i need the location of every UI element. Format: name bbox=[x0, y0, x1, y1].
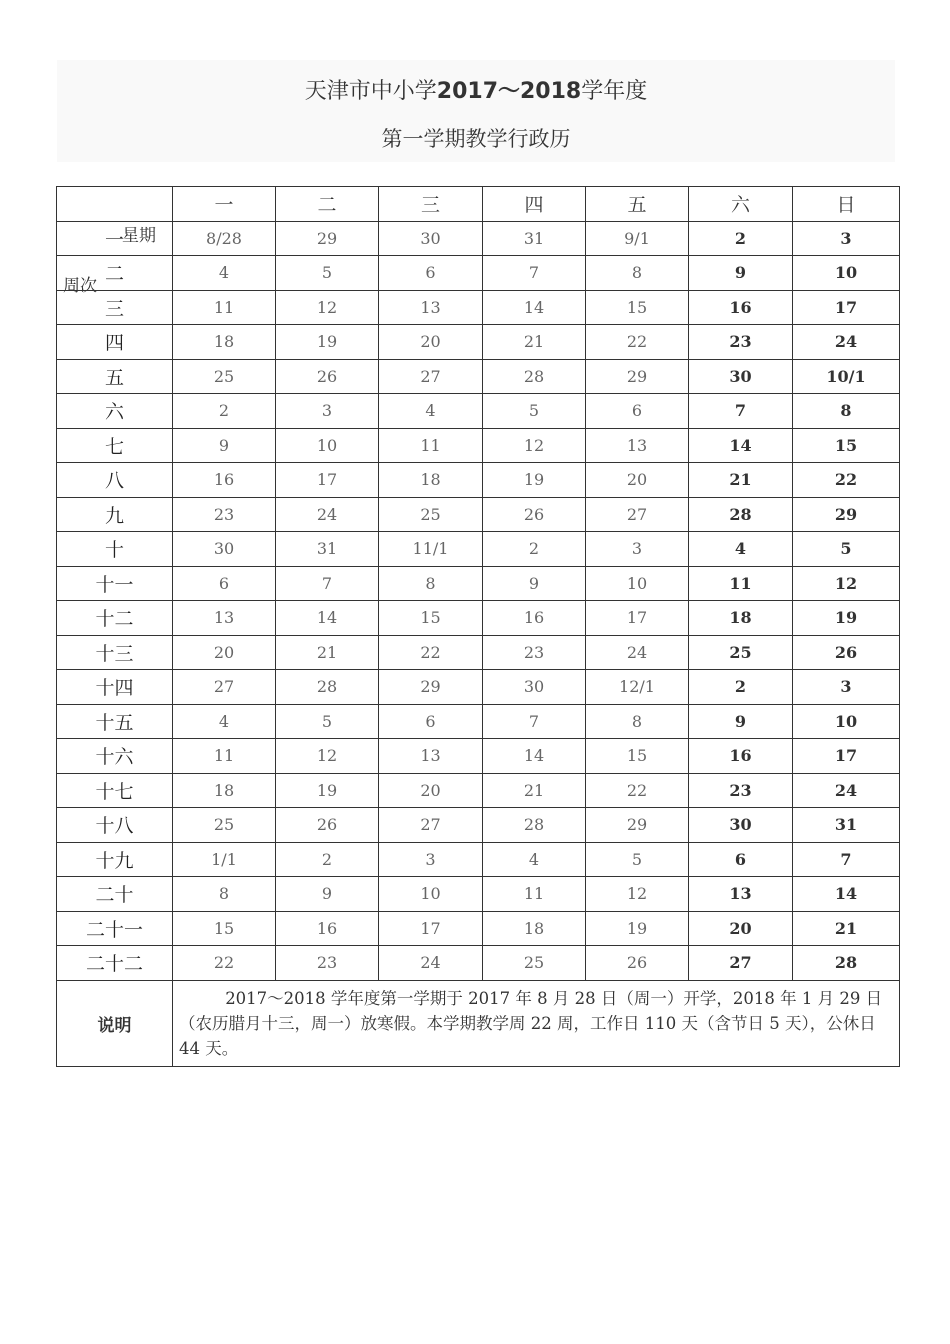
week-row bbox=[57, 877, 900, 912]
weekday-date-cell: 10 bbox=[379, 877, 483, 912]
weekday-date-cell: 19 bbox=[483, 463, 586, 498]
weekend-date-cell: 23 bbox=[689, 325, 793, 360]
weekend-date-cell: 13 bbox=[689, 877, 793, 912]
week-row bbox=[57, 739, 900, 774]
weekend-date-cell: 27 bbox=[689, 946, 793, 981]
week-row bbox=[57, 359, 900, 394]
weekday-date-cell: 12/1 bbox=[586, 670, 689, 705]
weekday-date-cell: 21 bbox=[276, 635, 379, 670]
weekday-date-cell: 11 bbox=[379, 428, 483, 463]
weekday-date-cell: 20 bbox=[379, 773, 483, 808]
weekend-date-cell: 16 bbox=[689, 739, 793, 774]
weekday-date-cell: 15 bbox=[586, 739, 689, 774]
day-header-fri: 五 bbox=[586, 187, 689, 222]
weekend-date-cell: 15 bbox=[793, 428, 900, 463]
week-number: 七 bbox=[57, 428, 173, 463]
weekday-date-cell: 26 bbox=[276, 808, 379, 843]
weekend-date-cell: 9 bbox=[689, 704, 793, 739]
weekday-date-cell: 18 bbox=[173, 773, 276, 808]
title-years: 2017～2018 bbox=[436, 79, 582, 104]
weekday-date-cell: 30 bbox=[173, 532, 276, 567]
weekday-date-cell: 24 bbox=[586, 635, 689, 670]
weekday-date-cell: 29 bbox=[586, 808, 689, 843]
weekday-date-cell: 27 bbox=[379, 359, 483, 394]
weekend-date-cell: 3 bbox=[793, 221, 900, 256]
weekend-date-cell: 20 bbox=[689, 911, 793, 946]
week-row bbox=[57, 670, 900, 705]
week-row bbox=[57, 773, 900, 808]
weekday-date-cell: 25 bbox=[483, 946, 586, 981]
weekday-date-cell: 11 bbox=[483, 877, 586, 912]
day-header-mon: 一 bbox=[173, 187, 276, 222]
week-row bbox=[57, 601, 900, 636]
weekend-date-cell: 7 bbox=[793, 842, 900, 877]
week-number: 二十一 bbox=[57, 911, 173, 946]
week-number: 一 bbox=[57, 221, 173, 256]
week-row bbox=[57, 532, 900, 567]
weekday-date-cell: 24 bbox=[379, 946, 483, 981]
weekday-date-cell: 6 bbox=[379, 256, 483, 291]
weekday-date-cell: 17 bbox=[379, 911, 483, 946]
weekday-date-cell: 13 bbox=[379, 290, 483, 325]
week-row bbox=[57, 566, 900, 601]
corner-weekday-label: 星期 bbox=[122, 226, 156, 246]
week-number: 十七 bbox=[57, 773, 173, 808]
weekday-date-cell: 23 bbox=[173, 497, 276, 532]
weekend-date-cell: 29 bbox=[793, 497, 900, 532]
weekday-date-cell: 13 bbox=[379, 739, 483, 774]
day-header-sat: 六 bbox=[689, 187, 793, 222]
week-number: 四 bbox=[57, 325, 173, 360]
weekend-date-cell: 2 bbox=[689, 670, 793, 705]
weekday-date-cell: 18 bbox=[483, 911, 586, 946]
weekday-date-cell: 8 bbox=[586, 704, 689, 739]
weekday-date-cell: 2 bbox=[483, 532, 586, 567]
weekend-date-cell: 26 bbox=[793, 635, 900, 670]
week-number: 三 bbox=[57, 290, 173, 325]
week-row bbox=[57, 325, 900, 360]
weekday-date-cell: 3 bbox=[586, 532, 689, 567]
weekday-date-cell: 12 bbox=[276, 739, 379, 774]
weekday-date-cell: 27 bbox=[586, 497, 689, 532]
weekday-date-cell: 10 bbox=[276, 428, 379, 463]
weekday-date-cell: 18 bbox=[379, 463, 483, 498]
weekday-date-cell: 26 bbox=[483, 497, 586, 532]
weekend-date-cell: 11 bbox=[689, 566, 793, 601]
week-row bbox=[57, 394, 900, 429]
week-row bbox=[57, 290, 900, 325]
weekday-date-cell: 17 bbox=[276, 463, 379, 498]
week-number: 二十二 bbox=[57, 946, 173, 981]
week-number: 十二 bbox=[57, 601, 173, 636]
weekday-date-cell: 15 bbox=[173, 911, 276, 946]
weekday-date-cell: 11 bbox=[173, 739, 276, 774]
weekday-date-cell: 7 bbox=[276, 566, 379, 601]
weekday-date-cell: 29 bbox=[379, 670, 483, 705]
weekday-date-cell: 12 bbox=[483, 428, 586, 463]
weekday-date-cell: 28 bbox=[483, 359, 586, 394]
week-number: 二十 bbox=[57, 877, 173, 912]
note-row bbox=[57, 980, 900, 1066]
weekday-date-cell: 14 bbox=[276, 601, 379, 636]
weekday-date-cell: 11 bbox=[173, 290, 276, 325]
day-header-tue: 二 bbox=[276, 187, 379, 222]
weekend-date-cell: 17 bbox=[793, 739, 900, 774]
weekday-date-cell: 25 bbox=[173, 808, 276, 843]
weekday-date-cell: 22 bbox=[379, 635, 483, 670]
weekday-date-cell: 22 bbox=[586, 773, 689, 808]
weekend-date-cell: 17 bbox=[793, 290, 900, 325]
weekend-date-cell: 14 bbox=[689, 428, 793, 463]
weekday-date-cell: 16 bbox=[276, 911, 379, 946]
weekday-date-cell: 3 bbox=[379, 842, 483, 877]
day-header-wed: 三 bbox=[379, 187, 483, 222]
calendar-table bbox=[56, 186, 900, 1067]
weekend-date-cell: 24 bbox=[793, 773, 900, 808]
week-number: 二 bbox=[57, 256, 173, 291]
weekday-date-cell: 12 bbox=[586, 877, 689, 912]
weekday-date-cell: 14 bbox=[483, 290, 586, 325]
week-row bbox=[57, 463, 900, 498]
weekday-date-cell: 10 bbox=[586, 566, 689, 601]
weekday-date-cell: 6 bbox=[379, 704, 483, 739]
document-title bbox=[57, 74, 895, 105]
note-text: 2017～2018 学年度第一学期于 2017 年 8 月 28 日（周一）开学，2018 年 1 月 29 日（农历腊月十三，周一）放寒假。本学期教学周 22 周，工作日 110 天（含节日 5 天），公休日 44 天。 bbox=[173, 980, 900, 1066]
title-prefix: 天津市中小学 bbox=[304, 79, 437, 104]
corner-cell bbox=[57, 187, 173, 296]
weekday-date-cell: 4 bbox=[483, 842, 586, 877]
weekday-date-cell: 5 bbox=[276, 256, 379, 291]
week-row bbox=[57, 808, 900, 843]
weekend-date-cell: 3 bbox=[793, 670, 900, 705]
weekend-date-cell: 18 bbox=[689, 601, 793, 636]
week-number: 十三 bbox=[57, 635, 173, 670]
weekday-date-cell: 25 bbox=[379, 497, 483, 532]
weekday-date-cell: 12 bbox=[276, 290, 379, 325]
weekday-date-cell: 14 bbox=[483, 739, 586, 774]
weekend-date-cell: 22 bbox=[793, 463, 900, 498]
weekend-date-cell: 12 bbox=[793, 566, 900, 601]
weekday-date-cell: 17 bbox=[586, 601, 689, 636]
week-number: 十 bbox=[57, 532, 173, 567]
document-subtitle: 第一学期教学行政历 bbox=[381, 127, 571, 151]
weekday-date-cell: 13 bbox=[586, 428, 689, 463]
weekend-date-cell: 10/1 bbox=[793, 359, 900, 394]
week-number: 十一 bbox=[57, 566, 173, 601]
week-number: 五 bbox=[57, 359, 173, 394]
weekday-date-cell: 30 bbox=[379, 221, 483, 256]
weekday-date-cell: 20 bbox=[379, 325, 483, 360]
weekend-date-cell: 16 bbox=[689, 290, 793, 325]
day-header-thu: 四 bbox=[483, 187, 586, 222]
weekday-date-cell: 8 bbox=[379, 566, 483, 601]
weekend-date-cell: 6 bbox=[689, 842, 793, 877]
weekday-date-cell: 6 bbox=[173, 566, 276, 601]
weekday-date-cell: 28 bbox=[483, 808, 586, 843]
weekday-date-cell: 6 bbox=[586, 394, 689, 429]
weekend-date-cell: 7 bbox=[689, 394, 793, 429]
weekday-date-cell: 9 bbox=[276, 877, 379, 912]
weekend-date-cell: 21 bbox=[689, 463, 793, 498]
weekday-date-cell: 3 bbox=[276, 394, 379, 429]
week-row bbox=[57, 911, 900, 946]
weekday-date-cell: 8 bbox=[173, 877, 276, 912]
weekday-date-cell: 8 bbox=[586, 256, 689, 291]
weekday-date-cell: 4 bbox=[379, 394, 483, 429]
weekday-date-cell: 9 bbox=[483, 566, 586, 601]
weekend-date-cell: 19 bbox=[793, 601, 900, 636]
weekday-date-cell: 27 bbox=[379, 808, 483, 843]
weekday-date-cell: 28 bbox=[276, 670, 379, 705]
weekday-date-cell: 27 bbox=[173, 670, 276, 705]
weekday-date-cell: 29 bbox=[586, 359, 689, 394]
week-row bbox=[57, 704, 900, 739]
weekday-date-cell: 20 bbox=[173, 635, 276, 670]
weekday-date-cell: 25 bbox=[173, 359, 276, 394]
corner-week-label: 周次 bbox=[63, 276, 97, 296]
weekday-date-cell: 20 bbox=[586, 463, 689, 498]
week-number: 十六 bbox=[57, 739, 173, 774]
weekend-date-cell: 24 bbox=[793, 325, 900, 360]
title-block bbox=[57, 60, 895, 162]
weekend-date-cell: 8 bbox=[793, 394, 900, 429]
weekday-date-cell: 24 bbox=[276, 497, 379, 532]
week-row bbox=[57, 946, 900, 981]
week-number: 十九 bbox=[57, 842, 173, 877]
weekday-date-cell: 15 bbox=[379, 601, 483, 636]
weekday-date-cell: 26 bbox=[586, 946, 689, 981]
weekday-date-cell: 9 bbox=[173, 428, 276, 463]
week-number: 十四 bbox=[57, 670, 173, 705]
weekday-date-cell: 22 bbox=[173, 946, 276, 981]
weekday-date-cell: 19 bbox=[586, 911, 689, 946]
weekday-date-cell: 7 bbox=[483, 704, 586, 739]
week-number: 八 bbox=[57, 463, 173, 498]
weekday-date-cell: 16 bbox=[173, 463, 276, 498]
note-label: 说明 bbox=[57, 980, 173, 1066]
weekday-date-cell: 30 bbox=[483, 670, 586, 705]
week-row bbox=[57, 635, 900, 670]
title-suffix: 学年度 bbox=[581, 79, 648, 104]
weekday-date-cell: 31 bbox=[276, 532, 379, 567]
weekend-date-cell: 30 bbox=[689, 808, 793, 843]
weekday-date-cell: 11/1 bbox=[379, 532, 483, 567]
week-row bbox=[57, 497, 900, 532]
week-number: 六 bbox=[57, 394, 173, 429]
weekday-date-cell: 13 bbox=[173, 601, 276, 636]
week-number: 十五 bbox=[57, 704, 173, 739]
weekend-date-cell: 31 bbox=[793, 808, 900, 843]
week-row bbox=[57, 256, 900, 291]
day-header-sun: 日 bbox=[793, 187, 900, 222]
weekday-date-cell: 19 bbox=[276, 325, 379, 360]
weekday-date-cell: 15 bbox=[586, 290, 689, 325]
weekend-date-cell: 25 bbox=[689, 635, 793, 670]
weekday-date-cell: 23 bbox=[483, 635, 586, 670]
weekday-date-cell: 4 bbox=[173, 256, 276, 291]
weekday-date-cell: 23 bbox=[276, 946, 379, 981]
weekday-date-cell: 16 bbox=[483, 601, 586, 636]
weekend-date-cell: 9 bbox=[689, 256, 793, 291]
week-number: 九 bbox=[57, 497, 173, 532]
weekday-date-cell: 31 bbox=[483, 221, 586, 256]
weekend-date-cell: 2 bbox=[689, 221, 793, 256]
weekday-date-cell: 7 bbox=[483, 256, 586, 291]
weekend-date-cell: 10 bbox=[793, 256, 900, 291]
weekend-date-cell: 4 bbox=[689, 532, 793, 567]
weekday-date-cell: 29 bbox=[276, 221, 379, 256]
weekday-date-cell: 21 bbox=[483, 325, 586, 360]
weekday-date-cell: 5 bbox=[276, 704, 379, 739]
weekday-date-cell: 1/1 bbox=[173, 842, 276, 877]
weekday-date-cell: 5 bbox=[483, 394, 586, 429]
week-number: 十八 bbox=[57, 808, 173, 843]
weekday-date-cell: 26 bbox=[276, 359, 379, 394]
weekend-date-cell: 21 bbox=[793, 911, 900, 946]
weekday-date-cell: 19 bbox=[276, 773, 379, 808]
weekday-date-cell: 22 bbox=[586, 325, 689, 360]
weekend-date-cell: 5 bbox=[793, 532, 900, 567]
weekday-date-cell: 5 bbox=[586, 842, 689, 877]
weekend-date-cell: 28 bbox=[793, 946, 900, 981]
weekend-date-cell: 28 bbox=[689, 497, 793, 532]
week-row bbox=[57, 842, 900, 877]
weekday-date-cell: 4 bbox=[173, 704, 276, 739]
week-row bbox=[57, 221, 900, 256]
weekday-date-cell: 8/28 bbox=[173, 221, 276, 256]
weekday-date-cell: 9/1 bbox=[586, 221, 689, 256]
weekday-date-cell: 18 bbox=[173, 325, 276, 360]
week-row bbox=[57, 428, 900, 463]
header-row bbox=[57, 187, 900, 222]
weekend-date-cell: 23 bbox=[689, 773, 793, 808]
weekend-date-cell: 30 bbox=[689, 359, 793, 394]
weekday-date-cell: 21 bbox=[483, 773, 586, 808]
weekend-date-cell: 10 bbox=[793, 704, 900, 739]
weekday-date-cell: 2 bbox=[276, 842, 379, 877]
weekday-date-cell: 2 bbox=[173, 394, 276, 429]
weekend-date-cell: 14 bbox=[793, 877, 900, 912]
